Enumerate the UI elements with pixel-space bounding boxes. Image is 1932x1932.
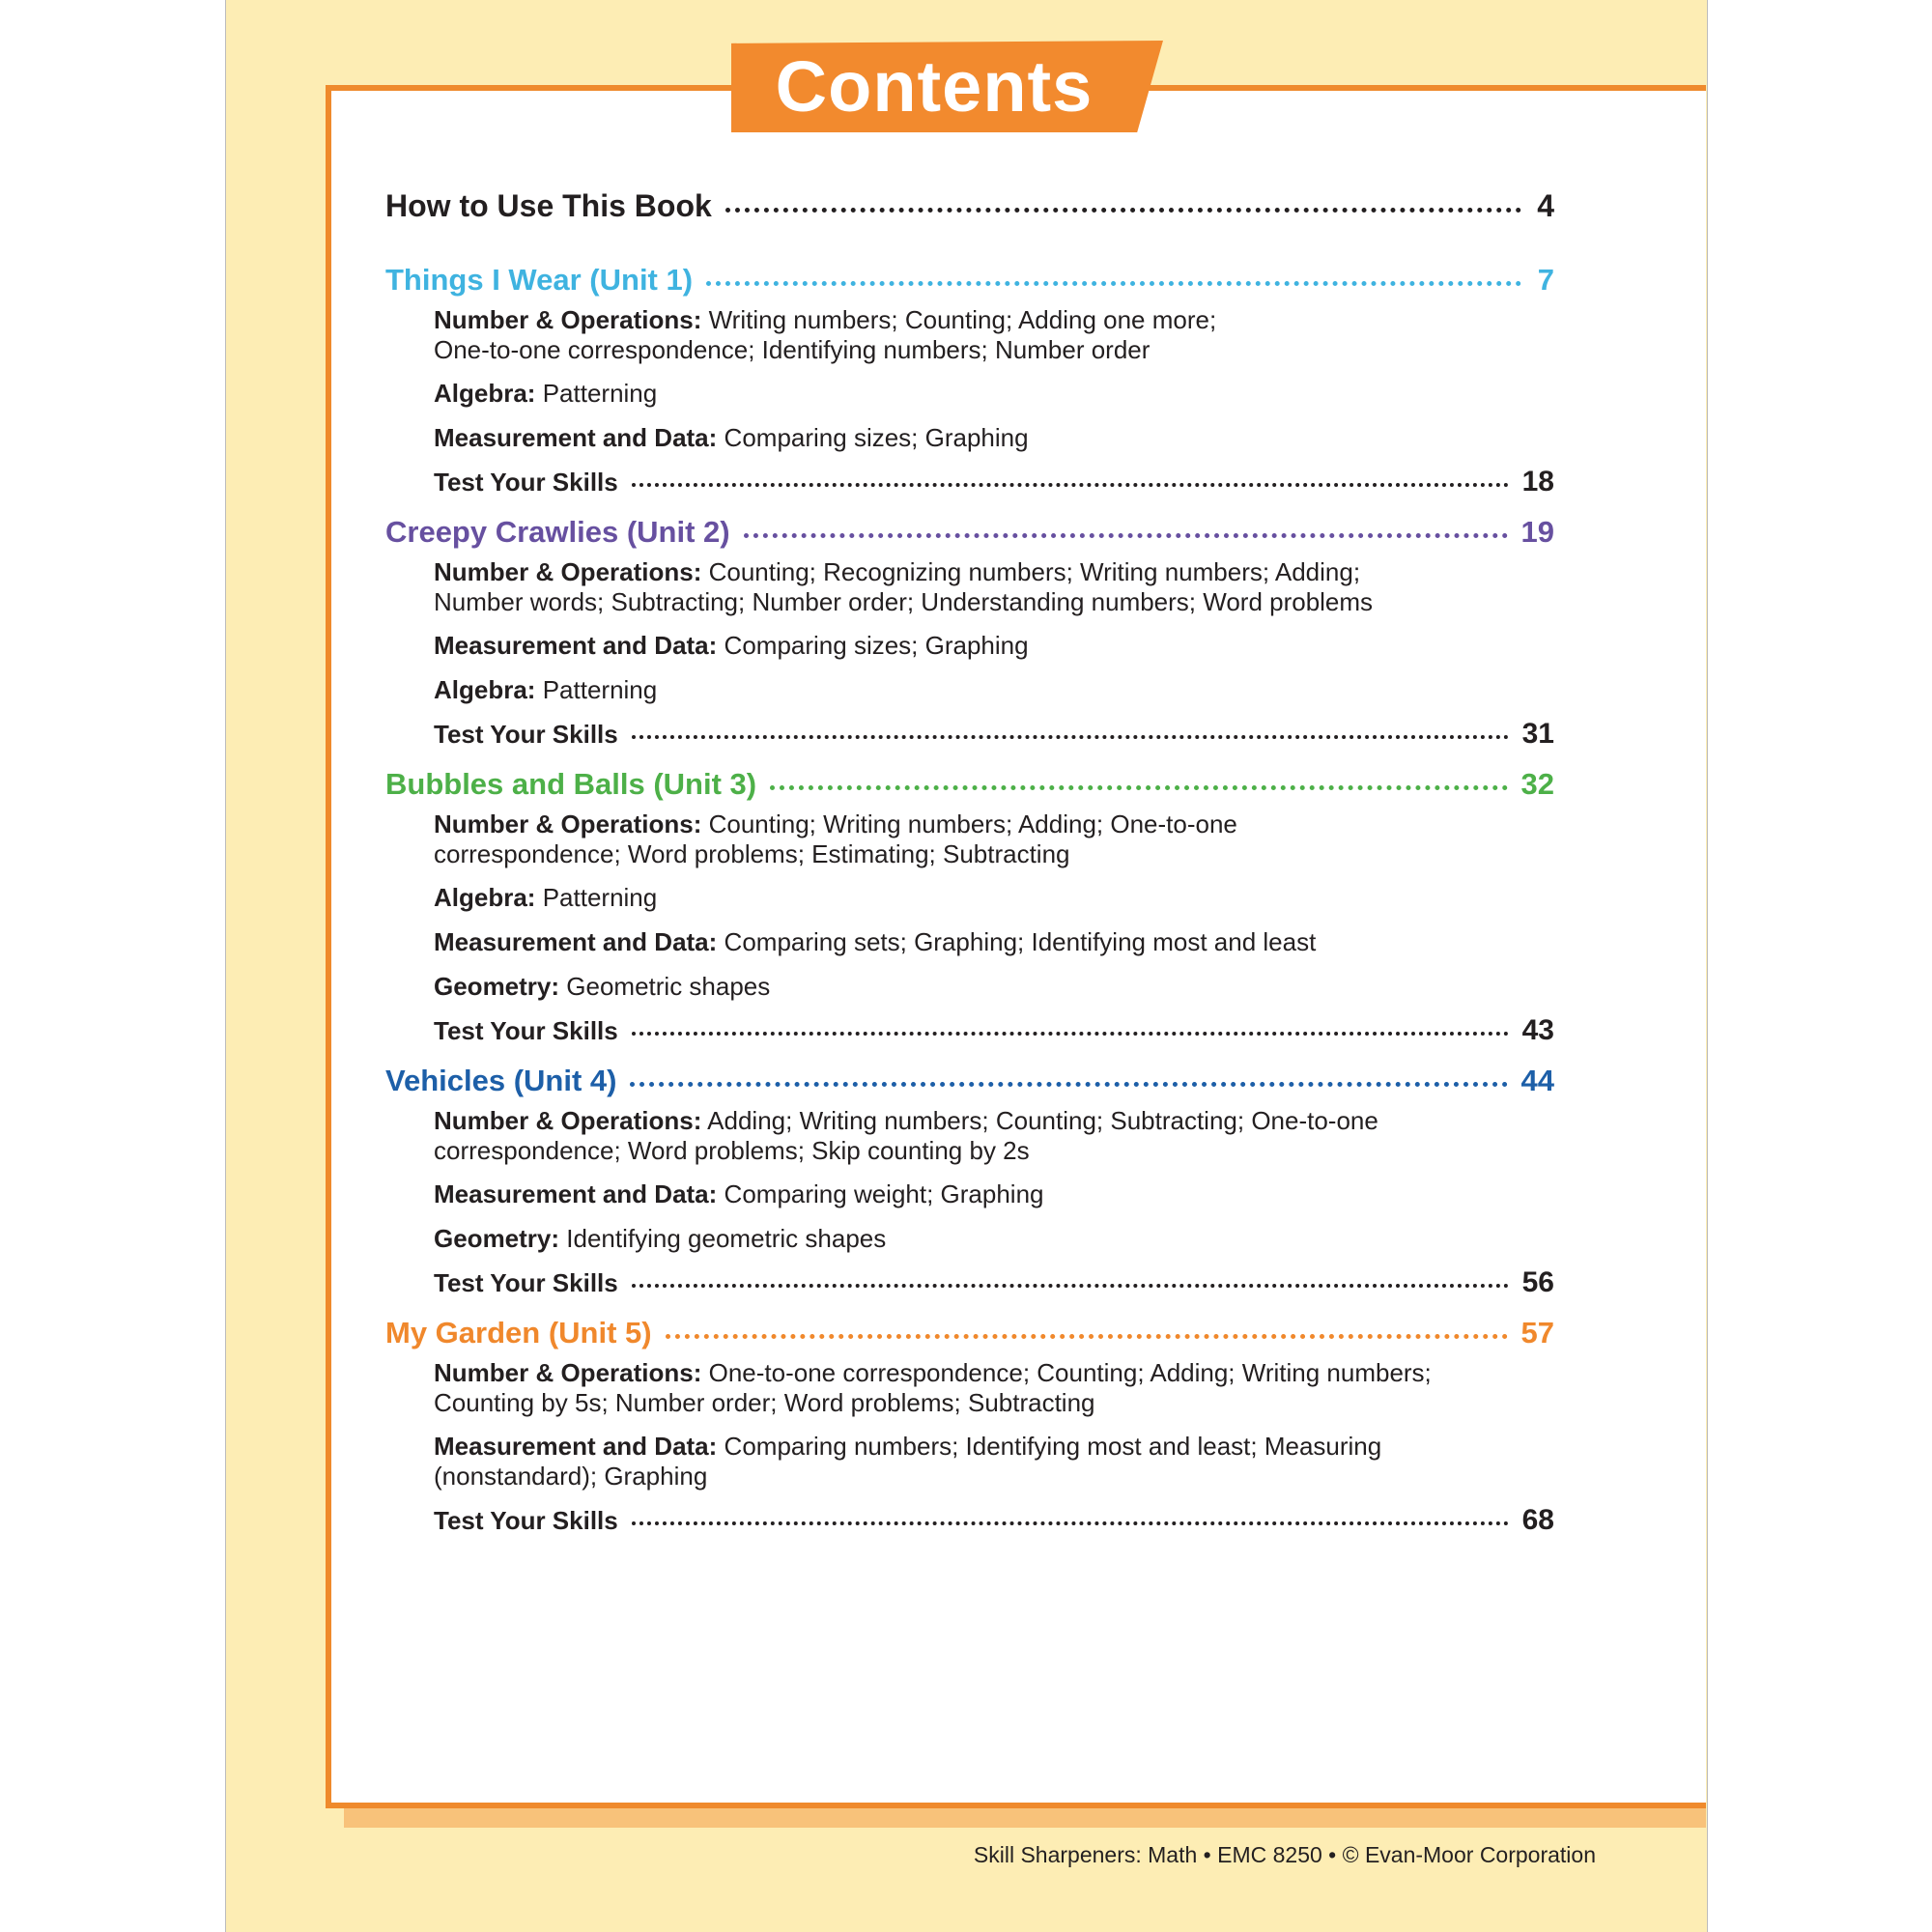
dot-leader	[770, 785, 1507, 790]
topic-text: One-to-one correspondence; Counting; Adding; Writing numbers;	[708, 1358, 1432, 1387]
topic-category: Geometry:	[434, 972, 560, 1001]
dot-leader	[632, 735, 1509, 739]
toc-entry-unit-4[interactable]	[385, 1064, 1554, 1098]
unit-title: Bubbles and Balls (Unit 3)	[385, 767, 757, 801]
topic-item	[434, 1358, 1496, 1418]
entry-label: Test Your Skills	[434, 1506, 618, 1535]
toc-entry-unit-3[interactable]	[385, 767, 1554, 802]
dot-leader	[630, 1082, 1507, 1087]
topic-text: Comparing sizes; Graphing	[724, 631, 1029, 660]
toc-entry-unit-2[interactable]	[385, 515, 1554, 550]
topic-category: Measurement and Data:	[434, 1179, 718, 1208]
topic-category: Measurement and Data:	[434, 927, 718, 956]
topic-text: Counting; Writing numbers; Adding; One-to-one	[708, 810, 1237, 838]
topic-category: Measurement and Data:	[434, 1432, 718, 1461]
topic-text-continued: Counting by 5s; Number order; Word problems; Subtracting	[434, 1388, 1095, 1417]
topic-text: Comparing sizes; Graphing	[724, 423, 1029, 452]
topic-text: Writing numbers; Counting; Adding one more;	[708, 305, 1217, 334]
topic-category: Number & Operations:	[434, 1106, 702, 1135]
topic-item	[434, 1179, 1496, 1209]
dot-leader	[632, 483, 1509, 487]
dot-leader	[632, 1032, 1509, 1036]
topic-text: Counting; Recognizing numbers; Writing numbers; Adding;	[708, 557, 1361, 586]
topic-item	[434, 972, 1496, 1002]
topic-item	[434, 883, 1496, 913]
unit-page-number: 7	[1537, 263, 1554, 297]
entry-label: Test Your Skills	[434, 1268, 618, 1297]
topic-text: Comparing weight; Graphing	[724, 1179, 1044, 1208]
topic-text: Patterning	[542, 379, 658, 408]
topic-item	[434, 1224, 1496, 1254]
entry-page-number: 18	[1521, 466, 1554, 497]
topic-item	[434, 675, 1496, 705]
entry-label: How to Use This Book	[385, 188, 712, 223]
topic-text-continued: One-to-one correspondence; Identifying numbers; Number order	[434, 335, 1151, 364]
topic-category: Algebra:	[434, 379, 536, 408]
topic-item	[434, 557, 1496, 617]
dot-leader	[632, 1284, 1509, 1288]
topic-text: Patterning	[542, 675, 658, 704]
topic-category: Geometry:	[434, 1224, 560, 1253]
entry-page-number: 56	[1521, 1266, 1554, 1298]
dot-leader	[725, 208, 1521, 213]
topic-text-continued: correspondence; Word problems; Estimating; Subtracting	[434, 839, 1070, 868]
topic-item	[434, 423, 1496, 453]
topic-text: Comparing sets; Graphing; Identifying most and least	[724, 927, 1317, 956]
entry-label: Test Your Skills	[434, 1016, 618, 1045]
toc-entry-unit-1[interactable]	[385, 263, 1554, 298]
topic-category: Measurement and Data:	[434, 423, 718, 452]
toc-entry-test-skills[interactable]	[434, 1266, 1554, 1299]
entry-page-number: 43	[1521, 1014, 1554, 1046]
unit-page-number: 44	[1520, 1064, 1554, 1097]
page-title: Contents	[775, 46, 1094, 127]
topic-item	[434, 1432, 1496, 1492]
topic-category: Number & Operations:	[434, 810, 702, 838]
entry-label: Test Your Skills	[434, 468, 618, 497]
dot-leader	[744, 533, 1508, 538]
unit-page-number: 32	[1520, 767, 1554, 801]
toc-entry-test-skills[interactable]	[434, 466, 1554, 498]
toc-entry-test-skills[interactable]	[434, 718, 1554, 751]
topic-text: Identifying geometric shapes	[566, 1224, 887, 1253]
unit-title: Creepy Crawlies (Unit 2)	[385, 515, 730, 549]
unit-title: My Garden (Unit 5)	[385, 1316, 652, 1350]
topic-text-continued: Number words; Subtracting; Number order; Understanding numbers; Word problems	[434, 587, 1374, 616]
topic-item	[434, 810, 1496, 869]
topic-item	[434, 631, 1496, 661]
topic-item	[434, 305, 1496, 365]
entry-page-number: 31	[1521, 718, 1554, 750]
topic-text: Comparing numbers; Identifying most and least; Measuring	[724, 1432, 1382, 1461]
toc-entry-how-to[interactable]	[385, 188, 1554, 224]
toc-entry-unit-5[interactable]	[385, 1316, 1554, 1350]
topic-category: Algebra:	[434, 675, 536, 704]
unit-page-number: 57	[1520, 1316, 1554, 1350]
dot-leader	[632, 1521, 1509, 1525]
topic-category: Number & Operations:	[434, 1358, 702, 1387]
topic-item	[434, 379, 1496, 409]
dot-leader	[706, 281, 1521, 286]
entry-page-number: 4	[1537, 188, 1554, 223]
topic-text-continued: correspondence; Word problems; Skip counting by 2s	[434, 1136, 1030, 1165]
topic-item	[434, 927, 1496, 957]
toc-entry-test-skills[interactable]	[434, 1014, 1554, 1047]
topic-text: Geometric shapes	[566, 972, 771, 1001]
topic-text-continued: (nonstandard); Graphing	[434, 1462, 708, 1491]
toc-entry-test-skills[interactable]	[434, 1504, 1554, 1537]
topic-category: Number & Operations:	[434, 557, 702, 586]
unit-title: Vehicles (Unit 4)	[385, 1064, 617, 1097]
dot-leader	[666, 1334, 1508, 1339]
topic-category: Number & Operations:	[434, 305, 702, 334]
unit-page-number: 19	[1520, 515, 1554, 549]
topic-category: Measurement and Data:	[434, 631, 718, 660]
topic-item	[434, 1106, 1496, 1166]
entry-label: Test Your Skills	[434, 720, 618, 749]
topic-category: Algebra:	[434, 883, 536, 912]
entry-page-number: 68	[1521, 1504, 1554, 1536]
page-footer: Skill Sharpeners: Math • EMC 8250 • © Evan-Moor Corporation	[973, 1842, 1596, 1867]
unit-title: Things I Wear (Unit 1)	[385, 263, 694, 297]
topic-text: Patterning	[542, 883, 658, 912]
topic-text: Adding; Writing numbers; Counting; Subtracting; One-to-one	[707, 1106, 1378, 1135]
